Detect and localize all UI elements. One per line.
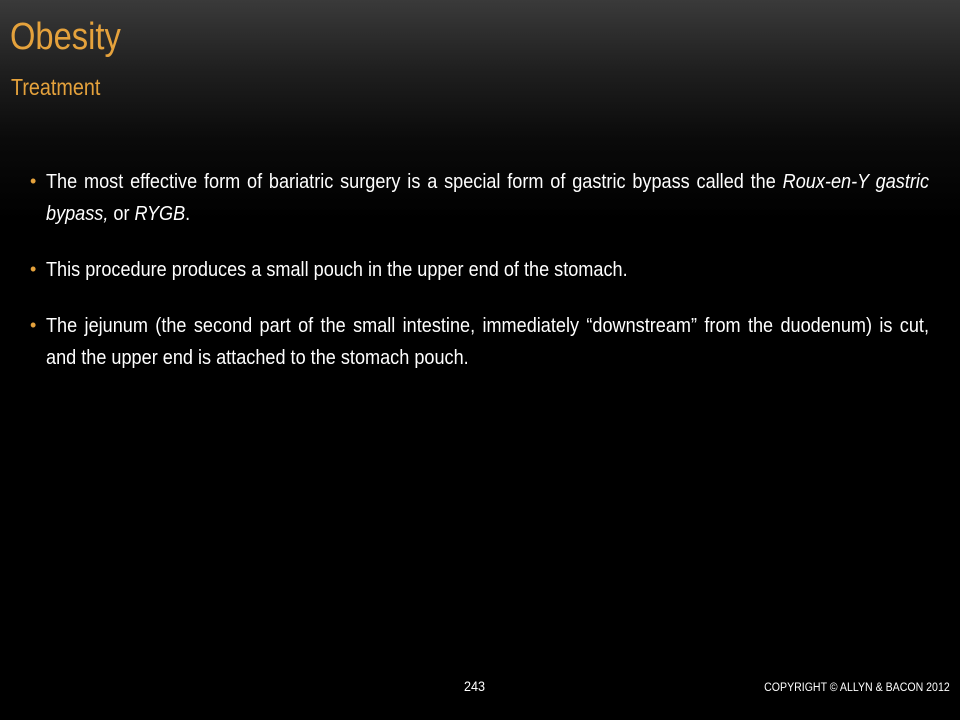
bullet-text-1 xyxy=(46,166,929,230)
bullet-text-3: The jejunum (the second part of the small intestine, immediately “downstream” from the duodenum) is cut, and the upper end is attached to the stomach pouch. xyxy=(46,314,929,369)
bullet-item-3 xyxy=(0,310,960,374)
bullet-dot-icon: • xyxy=(30,171,37,191)
copyright-notice: COPYRIGHT © ALLYN & BACON 2012 xyxy=(764,682,950,694)
bullet-list xyxy=(0,166,960,398)
bullet-dot-icon: • xyxy=(30,259,37,279)
bullet-text-2: This procedure produces a small pouch in the upper end of the stomach. xyxy=(46,258,628,281)
bullet-1-italic-a: Roux-en-Y gastric bypass, xyxy=(46,170,929,225)
bullet-1-text-b: or xyxy=(108,202,135,225)
bullet-dot-icon: • xyxy=(30,315,37,335)
slide-subtitle: Treatment xyxy=(11,74,101,100)
bullet-1-italic-b: RYGB xyxy=(134,202,186,225)
page-number: 243 xyxy=(464,678,486,694)
bullet-item-2 xyxy=(0,254,960,286)
bullet-item-1 xyxy=(0,166,960,230)
bullet-1-text-a: The most effective form of bariatric surgery is a special form of gastric bypass called the xyxy=(46,170,783,193)
slide-title: Obesity xyxy=(10,16,121,58)
bullet-1-text-c: . xyxy=(185,202,191,225)
